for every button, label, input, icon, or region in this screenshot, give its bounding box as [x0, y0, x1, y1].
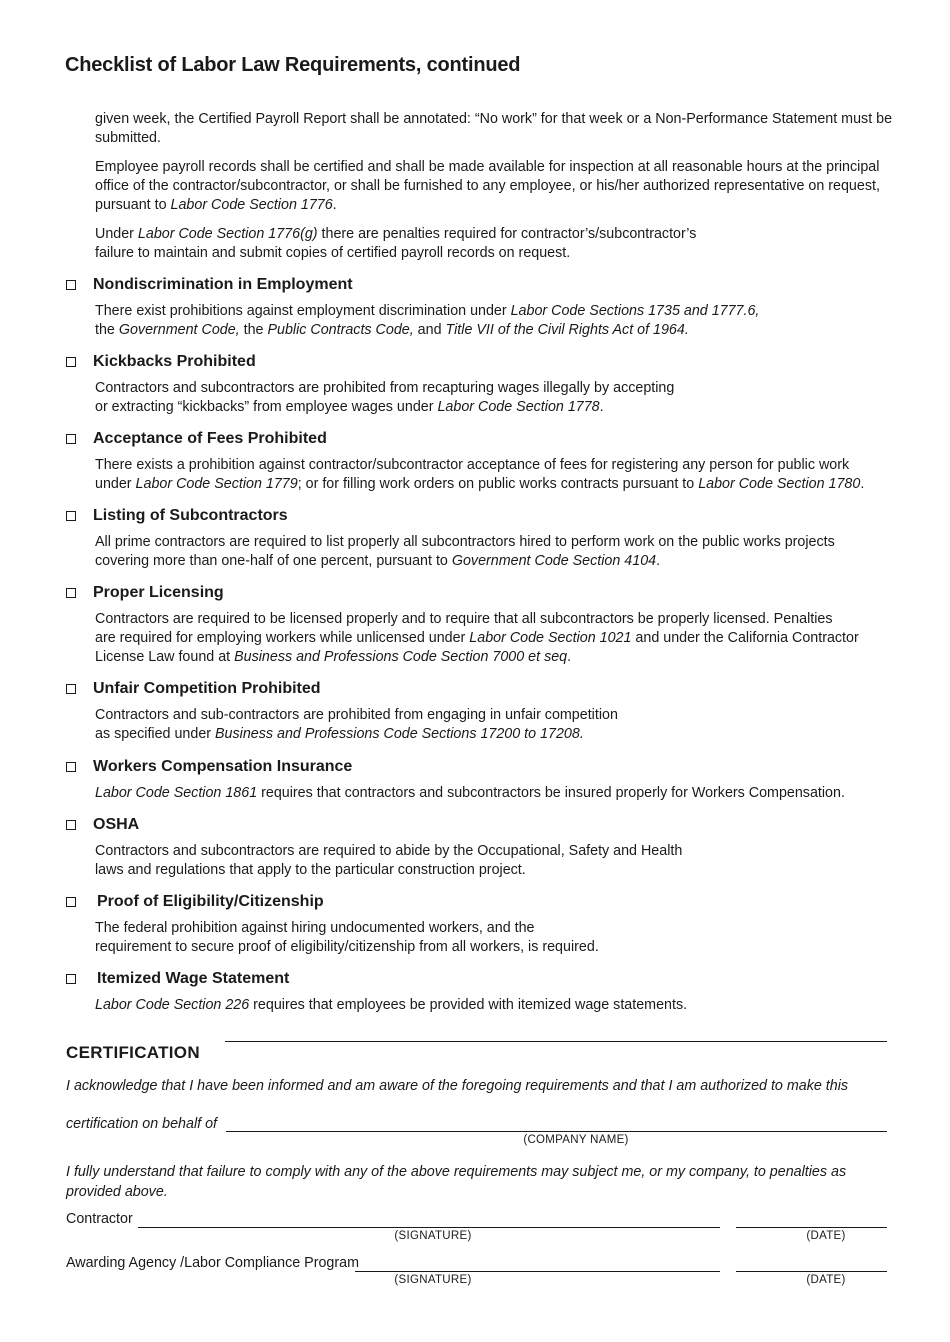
item-subcontractors-heading	[66, 506, 288, 526]
nondiscrimination-citation-3: Public Contracts Code,	[267, 322, 414, 338]
eligibility-title: Proof of Eligibility/Citizenship	[97, 893, 324, 910]
agency-signature-caption: (SIGNATURE)	[394, 1274, 472, 1286]
osha-text-2: laws and regulations that apply to the particular construction project.	[95, 862, 526, 878]
page-title-main: Checklist of Labor Law Requirements	[65, 54, 416, 76]
unfair-body	[95, 706, 910, 744]
osha-body	[95, 842, 910, 880]
nondiscrimination-citation-4: Title VII of the Civil Rights Act of 1964.	[445, 322, 689, 338]
item-nondiscrimination-heading	[66, 275, 353, 295]
kickbacks-text-2: or extracting “kickbacks” from employee wages under	[95, 399, 438, 415]
fees-citation-2: Labor Code Section 1780	[698, 476, 861, 492]
company-name-field[interactable]	[226, 1131, 887, 1132]
kickbacks-text-3: .	[599, 399, 604, 415]
agency-signature-field[interactable]	[355, 1271, 720, 1272]
fees-text-1: There exists a prohibition against contractor/subcontractor acceptance of fees for registering any person for public work	[95, 457, 850, 473]
intro-p2-end: .	[332, 197, 337, 213]
unfair-text-1: Contractors and sub-contractors are prohibited from engaging in unfair competition	[95, 707, 618, 723]
item-workers-comp-heading	[66, 757, 352, 777]
fees-body	[95, 456, 910, 494]
intro-paragraph-3	[95, 225, 910, 263]
fees-text-3: ; or for filling work orders on public works contracts pursuant to	[297, 476, 699, 492]
subcontractors-checkbox[interactable]	[66, 511, 76, 521]
intro-p2-citation: Labor Code Section 1776	[170, 197, 333, 213]
fees-text-2: under	[95, 476, 136, 492]
nondiscrimination-citation-1: Labor Code Sections 1735 and 1777.6,	[510, 303, 760, 319]
licensing-citation-2: Business and Professions Code Section 7000 et seq	[234, 649, 568, 665]
unfair-checkbox[interactable]	[66, 684, 76, 694]
contractor-date-caption: (DATE)	[806, 1230, 846, 1242]
nondiscrimination-checkbox[interactable]	[66, 280, 76, 290]
workers-comp-title: Workers Compensation Insurance	[93, 758, 353, 775]
fees-checkbox[interactable]	[66, 434, 76, 444]
licensing-title: Proper Licensing	[93, 584, 224, 601]
intro-p2-text: Employee payroll records shall be certified and shall be made available for inspection at all reasonable hours at the principal office of the contractor/subcontractor, or shall be furnished to any employee, or his/her authorized representative on request, pursuant to	[95, 159, 880, 213]
contractor-date-field[interactable]	[736, 1227, 887, 1228]
kickbacks-checkbox[interactable]	[66, 357, 76, 367]
certification-rule	[225, 1041, 887, 1042]
osha-title: OSHA	[93, 816, 140, 833]
licensing-body	[95, 610, 910, 667]
nondiscrimination-citation-2: Government Code,	[118, 322, 240, 338]
workers-comp-citation: Labor Code Section 1861	[95, 785, 258, 801]
osha-checkbox[interactable]	[66, 820, 76, 830]
item-unfair-heading	[66, 679, 321, 699]
wage-statement-body	[95, 996, 910, 1015]
subcontractors-text-2: covering more than one-half of one percent, pursuant to	[95, 553, 452, 569]
agency-date-caption: (DATE)	[806, 1274, 846, 1286]
contractor-label: Contractor	[66, 1211, 133, 1227]
certification-title: CERTIFICATION	[66, 1043, 200, 1062]
certification-understanding: I fully understand that failure to comply with any of the above requirements may subject me, or my company, to penalties as provided above.	[66, 1164, 847, 1200]
subcontractors-citation: Government Code Section 4104	[451, 553, 657, 569]
intro-p3-citation: Labor Code Section 1776(g)	[137, 226, 318, 242]
licensing-text-5: .	[567, 649, 572, 665]
licensing-text-4: License Law found at	[95, 649, 235, 665]
agency-label: Awarding Agency /Labor Compliance Program	[66, 1255, 359, 1271]
contractor-signature-caption: (SIGNATURE)	[394, 1230, 472, 1242]
item-fees-heading	[66, 429, 327, 449]
item-wage-statement-heading	[66, 969, 289, 989]
subcontractors-title: Listing of Subcontractors	[93, 507, 288, 524]
intro-paragraph-2	[95, 158, 910, 215]
agency-date-field[interactable]	[736, 1271, 887, 1272]
certification-behalf-label: certification on behalf of	[66, 1116, 218, 1132]
fees-citation-1: Labor Code Section 1779	[135, 476, 298, 492]
intro-paragraph-1: given week, the Certified Payroll Report shall be annotated: “No work” for that week or a Non-Performance Statement must be submitted.	[95, 111, 893, 146]
page-title	[65, 54, 520, 77]
kickbacks-text-1: Contractors and subcontractors are prohibited from recapturing wages illegally by accepting	[95, 380, 675, 396]
nondiscrimination-title: Nondiscrimination in Employment	[93, 276, 353, 293]
wage-statement-title: Itemized Wage Statement	[97, 970, 290, 987]
eligibility-checkbox[interactable]	[66, 897, 76, 907]
licensing-text-3: and under the California Contractor	[631, 630, 859, 646]
nondiscrimination-text-4: and	[413, 322, 446, 338]
workers-comp-body	[95, 784, 910, 803]
contractor-signature-field[interactable]	[138, 1227, 720, 1228]
subcontractors-body	[95, 533, 910, 571]
eligibility-body	[95, 919, 910, 957]
eligibility-text-2: requirement to secure proof of eligibility/citizenship from all workers, is required.	[95, 939, 599, 955]
intro-p3-text: Under	[95, 226, 138, 242]
eligibility-text-1: The federal prohibition against hiring undocumented workers, and the	[95, 920, 535, 936]
item-eligibility-heading	[66, 892, 324, 912]
intro-p3-text-2: there are penalties required for contractor’s/subcontractor’s	[317, 226, 697, 242]
nondiscrimination-body	[95, 302, 910, 340]
certification-acknowledgement: I acknowledge that I have been informed and am aware of the foregoing requirements and that I am authorized to make this	[66, 1078, 849, 1094]
workers-comp-checkbox[interactable]	[66, 762, 76, 772]
unfair-title: Unfair Competition Prohibited	[93, 680, 321, 697]
subcontractors-text-1: All prime contractors are required to list properly all subcontractors hired to perform work on the public works projects	[95, 534, 835, 550]
nondiscrimination-text-1: There exist prohibitions against employment discrimination under	[95, 303, 511, 319]
intro-p3-text-3: failure to maintain and submit copies of certified payroll records on request.	[95, 245, 571, 261]
company-name-caption: (COMPANY NAME)	[523, 1134, 629, 1146]
licensing-citation-1: Labor Code Section 1021	[469, 630, 632, 646]
kickbacks-body	[95, 379, 910, 417]
kickbacks-citation: Labor Code Section 1778	[437, 399, 600, 415]
subcontractors-text-3: .	[656, 553, 661, 569]
item-licensing-heading	[66, 583, 224, 603]
item-osha-heading	[66, 815, 139, 835]
kickbacks-title: Kickbacks Prohibited	[93, 353, 256, 370]
item-kickbacks-heading	[66, 352, 256, 372]
fees-text-4: .	[860, 476, 865, 492]
fees-title: Acceptance of Fees Prohibited	[93, 430, 327, 447]
page-title-suffix: , continued	[415, 54, 521, 76]
licensing-text-1: Contractors are required to be licensed properly and to require that all subcontractors be properly licensed. Penalties	[95, 611, 833, 627]
workers-comp-text: requires that contractors and subcontractors be insured properly for Workers Compensation.	[257, 785, 845, 801]
licensing-text-2: are required for employing workers while unlicensed under	[95, 630, 470, 646]
wage-statement-text: requires that employees be provided with itemized wage statements.	[249, 997, 688, 1013]
wage-statement-checkbox[interactable]	[66, 974, 76, 984]
osha-text-1: Contractors and subcontractors are required to abide by the Occupational, Safety and Health	[95, 843, 683, 859]
nondiscrimination-text-2: the	[95, 322, 119, 338]
intro-section	[95, 110, 910, 263]
licensing-checkbox[interactable]	[66, 588, 76, 598]
unfair-text-2: as specified under	[95, 726, 216, 742]
nondiscrimination-text-3: the	[239, 322, 268, 338]
wage-statement-citation: Labor Code Section 226	[95, 997, 250, 1013]
unfair-citation: Business and Professions Code Sections 17200 to 17208.	[215, 726, 584, 742]
